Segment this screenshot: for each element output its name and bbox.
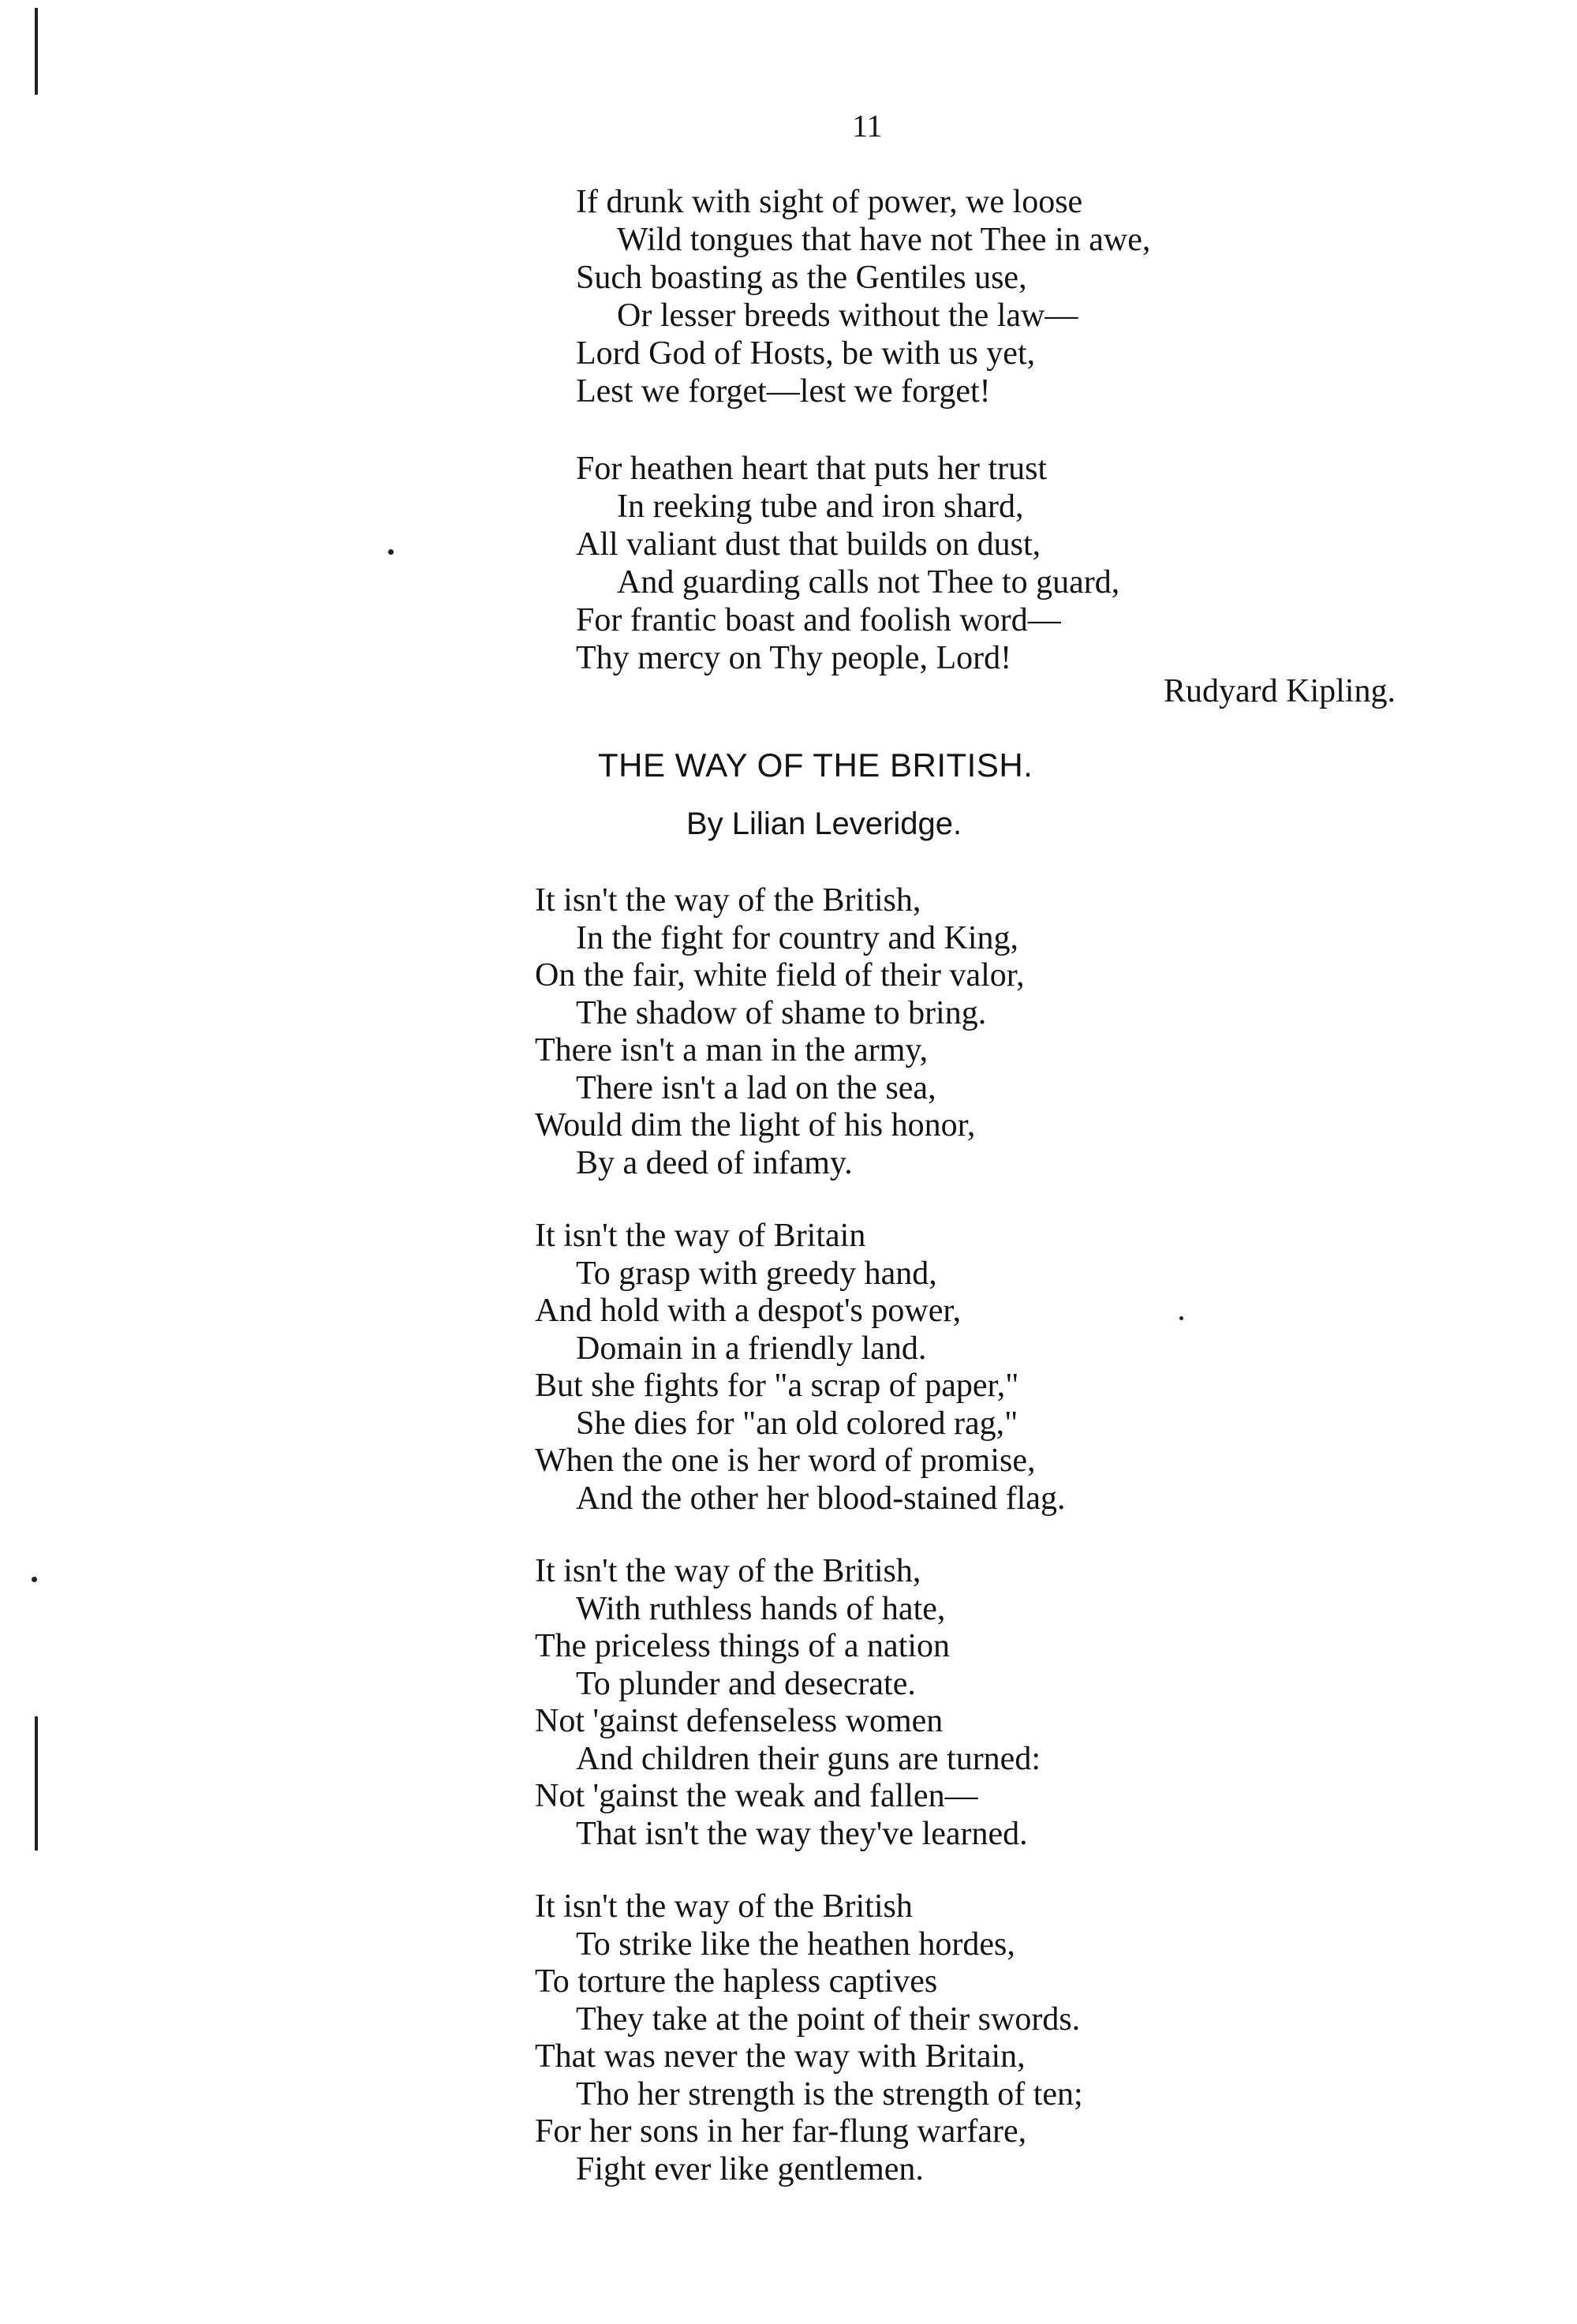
poem-line: And hold with a despot's power, — [535, 1293, 962, 1329]
poem-line: By a deed of infamy. — [576, 1144, 853, 1181]
poem-line: Thy mercy on Thy people, Lord! — [576, 640, 1012, 676]
stanza — [576, 183, 1150, 410]
poem-line: All valiant dust that builds on dust, — [576, 526, 1041, 563]
scan-artifact-dot — [32, 1577, 37, 1582]
poem-line: Not 'gainst defenseless women — [535, 1703, 944, 1739]
poem-line: There isn't a lad on the sea, — [576, 1069, 936, 1106]
stanza — [535, 882, 1083, 1182]
continued-poem — [576, 183, 1150, 677]
poem-line: Not 'gainst the weak and fallen— — [535, 1778, 978, 1814]
poem-title: THE WAY OF THE BRITISH. — [598, 747, 1033, 784]
page-number: 11 — [852, 108, 883, 144]
poem-line: And children their guns are turned: — [576, 1740, 1041, 1777]
poem-line: Lord God of Hosts, be with us yet, — [576, 335, 1036, 372]
poem-line: For her sons in her far-flung warfare, — [535, 2113, 1027, 2150]
poem-line: That isn't the way they've learned. — [576, 1815, 1028, 1852]
poem-line: For frantic boast and foolish word— — [576, 602, 1061, 638]
poem-line: The priceless things of a nation — [535, 1628, 951, 1664]
poem-attribution: Rudyard Kipling. — [1164, 673, 1396, 709]
poem-line: The shadow of shame to bring. — [576, 994, 987, 1031]
poem-line: Such boasting as the Gentiles use, — [576, 260, 1027, 296]
poem-line: It isn't the way of the British — [535, 1888, 913, 1925]
poem-line: Fight ever like gentlemen. — [576, 2150, 924, 2187]
poem-line: She dies for "an old colored rag," — [576, 1405, 1018, 1442]
poem-line: And the other her blood-stained flag. — [576, 1480, 1066, 1517]
scan-artifact-dot — [1179, 1316, 1183, 1320]
poem-line: To torture the hapless captives — [535, 1963, 938, 2000]
poem-line: It isn't the way of the British, — [535, 1553, 921, 1589]
poem-byline: By Lilian Leveridge. — [686, 806, 962, 841]
poem-line: It isn't the way of Britain — [535, 1218, 866, 1254]
poem-line: To plunder and desecrate. — [576, 1665, 916, 1702]
poem-line: In reeking tube and iron shard, — [617, 488, 1024, 525]
poem-line: With ruthless hands of hate, — [576, 1590, 946, 1627]
poem-line: To grasp with greedy hand, — [576, 1255, 937, 1292]
poem-line: When the one is her word of promise, — [535, 1443, 1036, 1479]
poem-line: There isn't a man in the army, — [535, 1032, 929, 1068]
poem-line: On the fair, white field of their valor, — [535, 957, 1025, 994]
poem-line: In the fight for country and King, — [576, 919, 1019, 956]
poem-line: To strike like the heathen hordes, — [576, 1925, 1015, 1963]
poem-body — [535, 882, 1083, 2188]
stanza — [576, 450, 1150, 677]
poem-line: If drunk with sight of power, we loose — [576, 184, 1083, 220]
scan-artifact-dot — [388, 549, 394, 555]
stanza — [535, 1888, 1083, 2188]
poem-line: Or lesser breeds without the law— — [617, 298, 1078, 334]
poem-line: Wild tongues that have not Thee in awe, — [617, 222, 1151, 258]
stanza-gap — [576, 410, 1150, 450]
poem-line: It isn't the way of the British, — [535, 882, 921, 919]
poem-line: Domain in a friendly land. — [576, 1330, 927, 1367]
poem-line: Would dim the light of his honor, — [535, 1107, 976, 1143]
stanza-gap — [535, 1182, 1083, 1218]
poem-line: Lest we forget—lest we forget! — [576, 373, 991, 410]
poem-line: And guarding calls not Thee to guard, — [617, 564, 1120, 601]
poem-line: They take at the point of their swords. — [576, 2000, 1081, 2038]
stanza-gap — [535, 1853, 1083, 1888]
poem-line: That was never the way with Britain, — [535, 2038, 1026, 2075]
poem-line: For heathen heart that puts her trust — [576, 451, 1048, 487]
scan-artifact-line — [35, 1716, 38, 1851]
scan-artifact-line — [35, 8, 38, 95]
poem-line: But she fights for "a scrap of paper," — [535, 1368, 1019, 1404]
stanza — [535, 1218, 1083, 1518]
stanza-gap — [535, 1518, 1083, 1553]
stanza — [535, 1553, 1083, 1853]
poem-line: Tho her strength is the strength of ten; — [576, 2075, 1083, 2113]
